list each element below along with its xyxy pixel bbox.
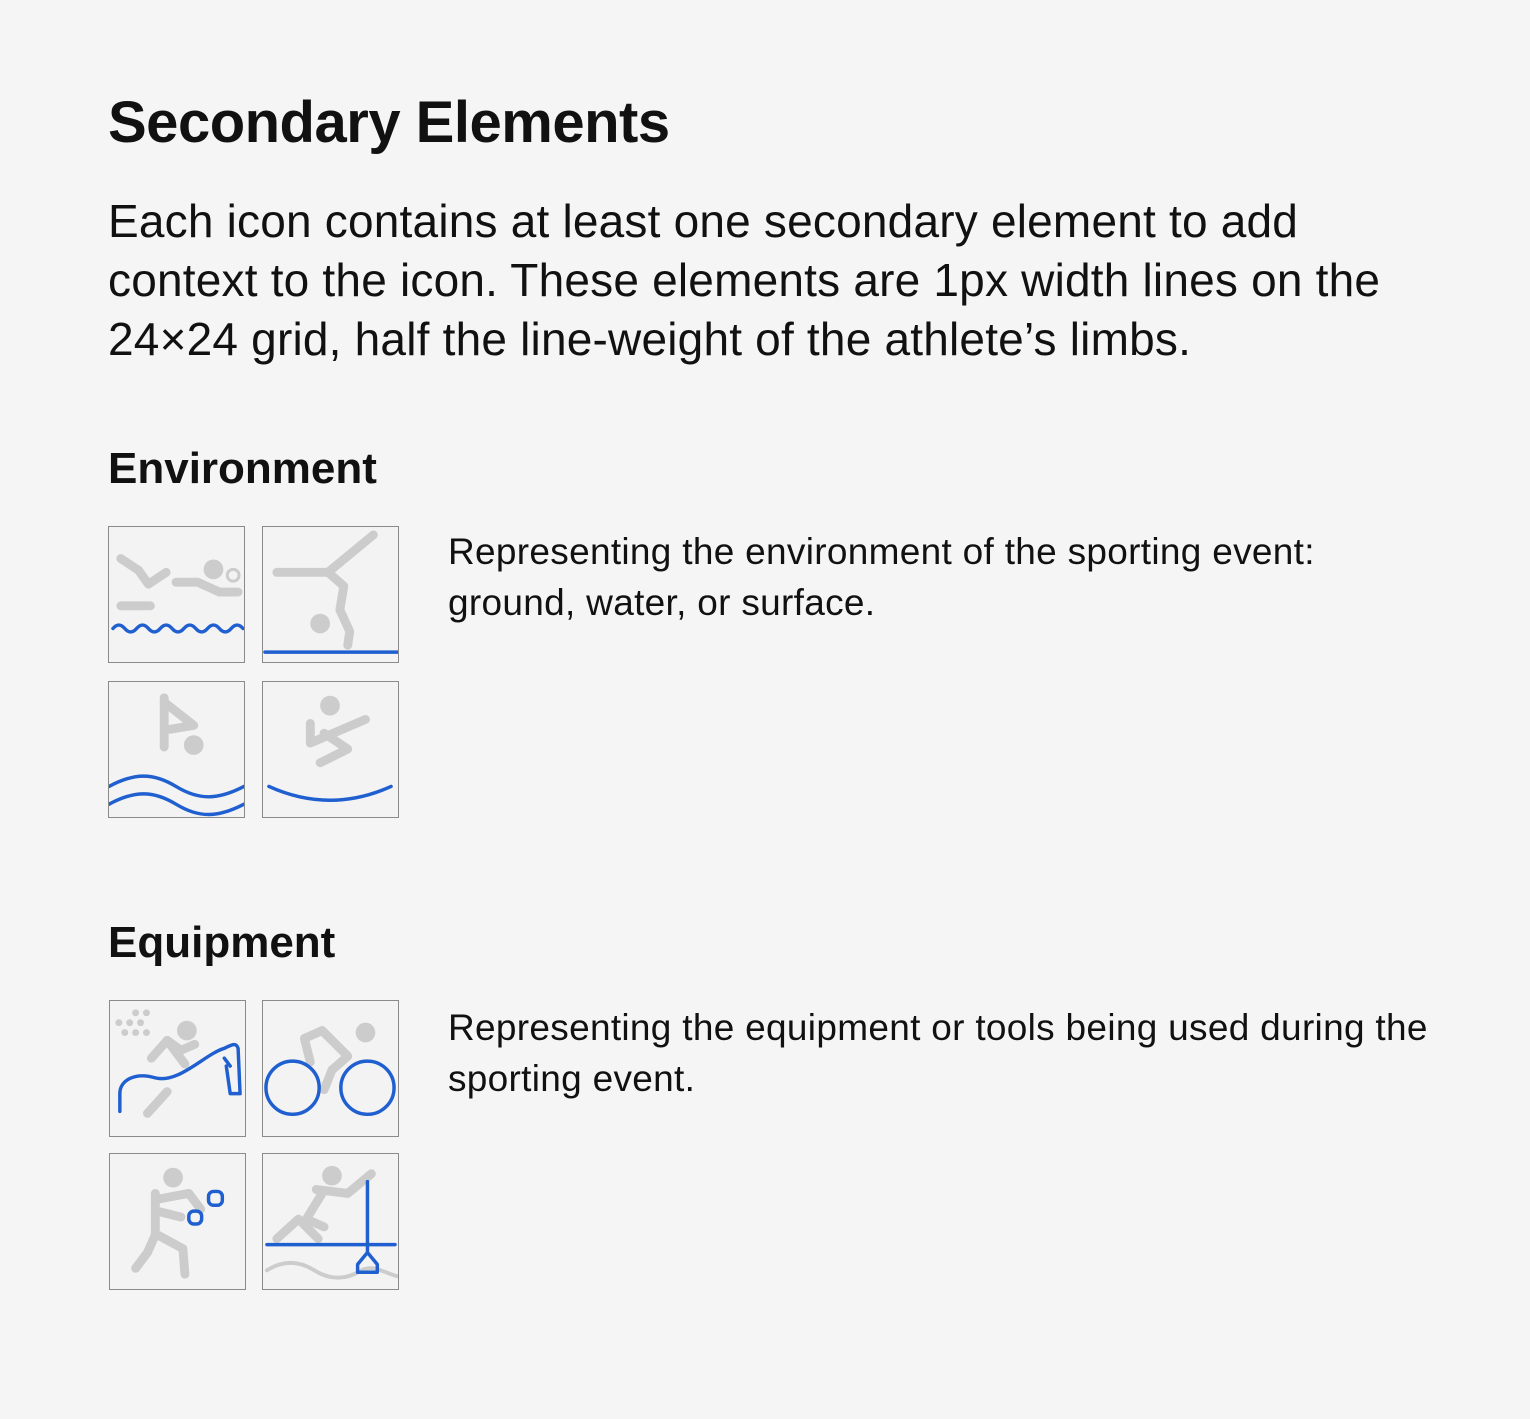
boxing-icon (109, 1153, 246, 1290)
section-description-equipment: Representing the equipment or tools being used during the sporting event. (448, 1007, 1428, 1099)
intro-paragraph: Each icon contains at least one secondary element to add context to the icon. These elements are 1px width lines on the 24×24 grid, half the line-weight of the athlete’s limbs. (108, 195, 1381, 365)
section-description-environment: Representing the environment of the sporting event: ground, water, or surface. (448, 531, 1315, 623)
swimming-icon (108, 526, 245, 663)
gymnastics-icon (262, 526, 399, 663)
page-title: Secondary Elements (108, 90, 670, 155)
diving-icon (108, 681, 245, 818)
cycling-icon (262, 1000, 399, 1137)
section-title-equipment: Equipment (108, 918, 336, 967)
equestrian-icon (109, 1000, 246, 1137)
sailing-icon (262, 1153, 399, 1290)
skating-icon (262, 681, 399, 818)
section-title-environment: Environment (108, 444, 377, 493)
